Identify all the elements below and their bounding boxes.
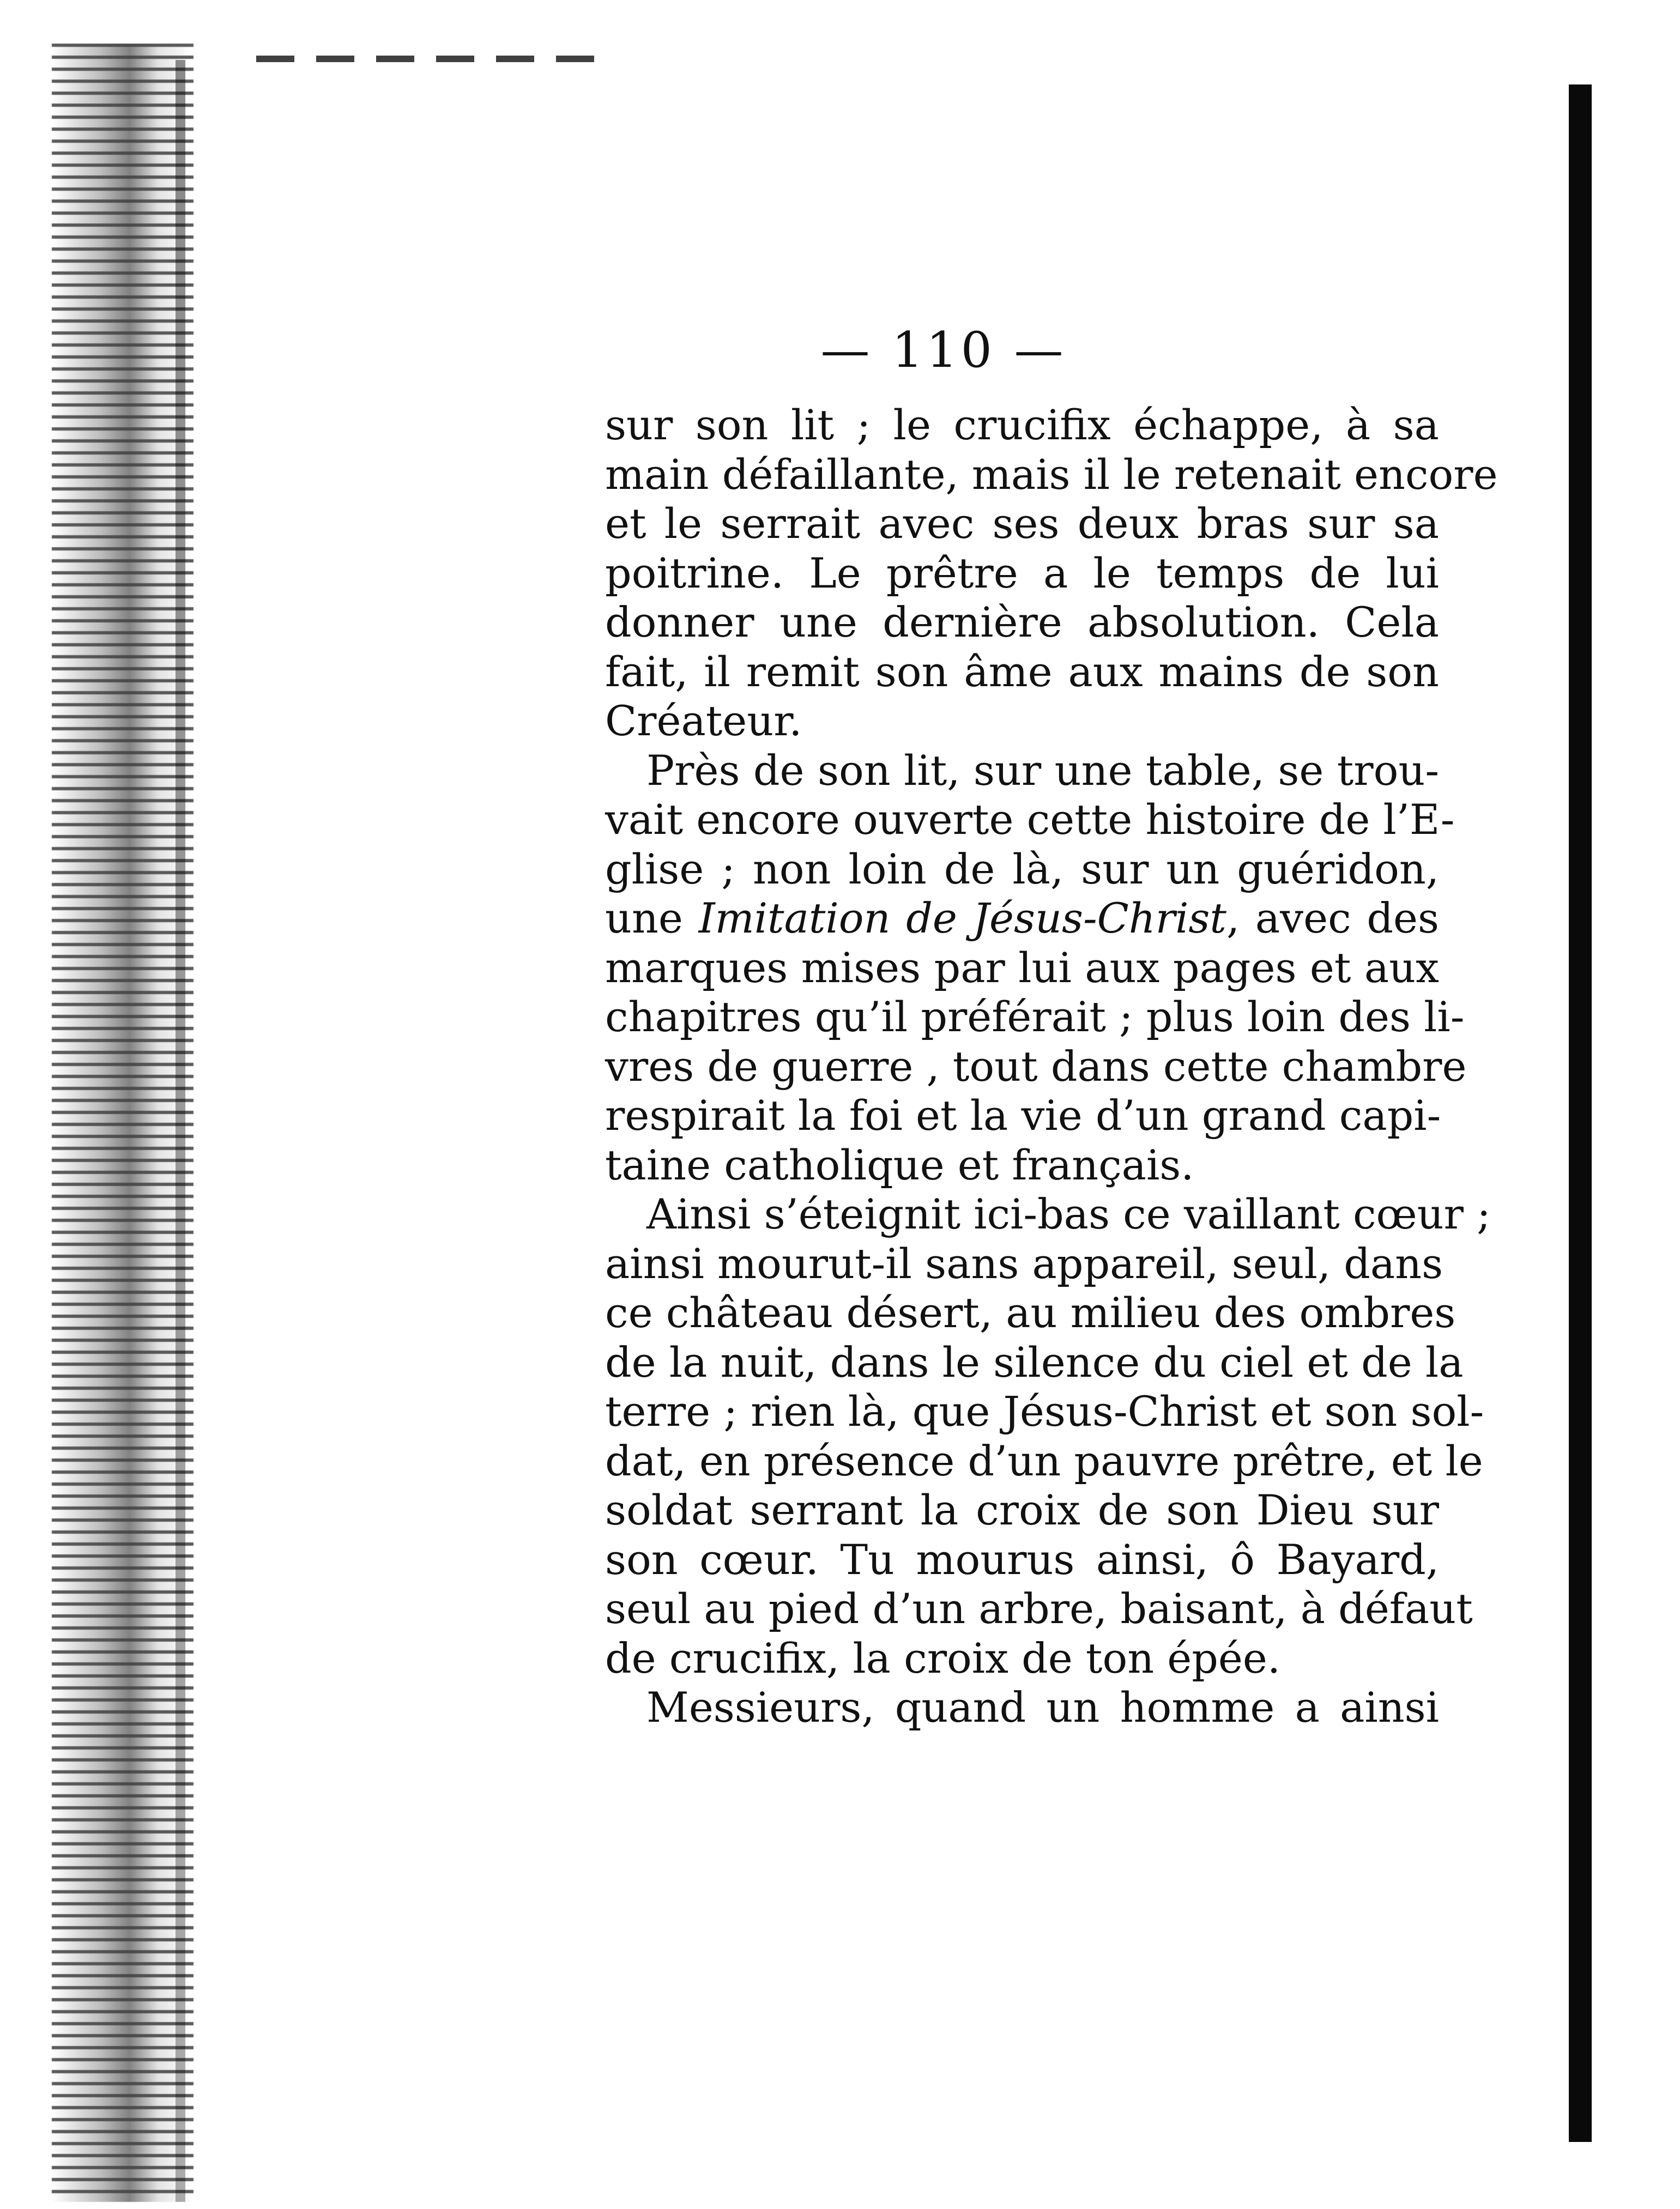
text-line: vait encore ouverte cette histoire de l’E- — [605, 795, 1455, 844]
text-italic-title: Imitation de Jésus-Christ — [698, 894, 1226, 942]
page-number: — 110 — — [820, 322, 1067, 379]
text-line-prefix: une — [605, 894, 699, 942]
text-line: son cœur. Tu mourus ainsi, ô Bayard, — [605, 1535, 1439, 1584]
text-line: sur son lit ; le crucifix échappe, à sa — [605, 401, 1439, 449]
text-line: Messieurs, quand un homme a ainsi — [646, 1683, 1439, 1732]
text-line: chapitres qu’il préférait ; plus loin des li- — [605, 992, 1465, 1041]
text-line: de crucifix, la croix de ton épée. — [605, 1633, 1281, 1683]
text-line: seul au pied d’un arbre, baisant, à défaut — [605, 1584, 1473, 1633]
page-text — [605, 401, 1498, 1733]
text-line: de la nuit, dans le silence du ciel et de la — [605, 1337, 1464, 1387]
text-line: dat, en présence d’un pauvre prêtre, et le — [605, 1436, 1483, 1485]
text-line: marques mises par lui aux pages et aux — [605, 943, 1439, 992]
text-line: respirait la foi et la vie d’un grand capi- — [605, 1091, 1441, 1140]
text-line: et le serrait avec ses deux bras sur sa — [605, 499, 1439, 548]
text-line: taine catholique et français. — [605, 1140, 1194, 1189]
text-line: fait, il remit son âme aux mains de son — [605, 647, 1439, 696]
scan-left-edge — [176, 60, 185, 2202]
text-line: soldat serrant la croix de son Dieu sur — [605, 1486, 1439, 1534]
text-line: donner une dernière absolution. Cela — [605, 598, 1439, 646]
scan-top-noise — [256, 56, 616, 62]
text-line: poitrine. Le prêtre a le temps de lui — [605, 548, 1439, 597]
text-line: ainsi mourut-il sans appareil, seul, dans — [605, 1239, 1443, 1288]
text-line: Ainsi s’éteignit ici-bas ce vaillant cœur ; — [646, 1190, 1491, 1238]
text-line-suffix: , avec des — [1226, 894, 1440, 942]
scan-right-black-bar — [1569, 84, 1592, 2142]
text-line: main défaillante, mais il le retenait encore — [605, 450, 1498, 499]
text-line: vres de guerre , tout dans cette chambre — [605, 1042, 1467, 1091]
text-line: glise ; non loin de là, sur un guéridon, — [605, 844, 1439, 893]
text-line: Créateur. — [605, 697, 802, 745]
text-line-mixed — [605, 894, 1439, 943]
text-line: terre ; rien là, que Jésus-Christ et son sol- — [605, 1387, 1484, 1436]
text-line: Près de son lit, sur une table, se trou- — [646, 746, 1439, 795]
text-line: ce château désert, au milieu des ombres — [605, 1288, 1456, 1337]
